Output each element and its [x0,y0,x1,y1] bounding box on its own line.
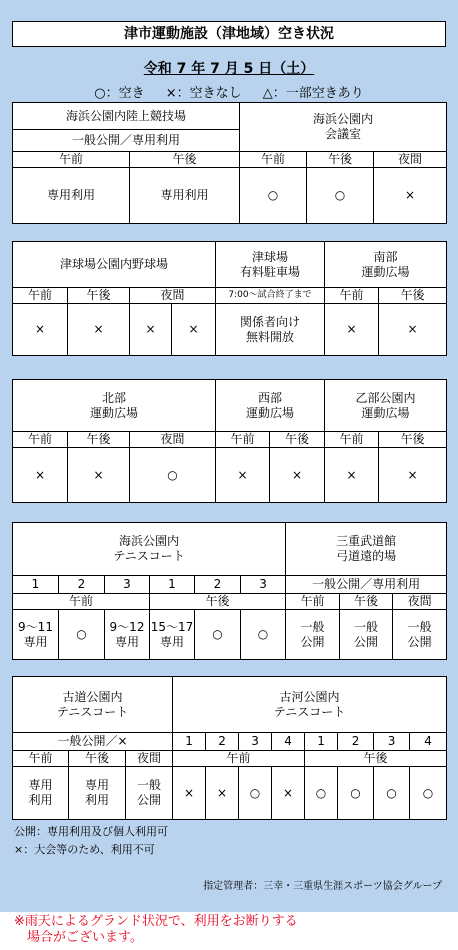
facility-name: 南部 運動広場 [325,242,447,288]
table-tennis-kodo-koga [12,676,447,820]
status-cell: × [325,304,379,356]
status-cell: 一般 公開 [286,610,340,660]
status-cell: 関係者向け 無料開放 [216,304,325,356]
table-fields [12,379,447,503]
header-am: 午前 [13,751,69,767]
facility-name: 西部 運動広場 [216,380,325,432]
header-pm: 午後 [379,432,447,448]
court-number: 2 [195,576,241,594]
header-pm: 午後 [130,152,240,168]
facility-name: 乙部公園内 運動広場 [325,380,447,432]
table-kaihin-stadium [12,102,447,224]
facility-name: 古道公園内 テニスコート [13,677,173,733]
status-cell: ○ [59,610,105,660]
status-cell: ○ [305,767,338,820]
court-number: 4 [272,733,305,751]
status-cell: 専用利用 [13,168,130,224]
status-cell: ○ [239,767,272,820]
status-cell: × [13,304,68,356]
header-pm: 午後 [150,594,286,610]
header-am: 午前 [13,288,68,304]
facility-name: 津球場公園内野球場 [13,242,216,288]
usage-note: 一般公開／専用利用 [286,576,447,594]
facility-name: 古河公園内 テニスコート [173,677,447,733]
header-am: 午前 [13,432,68,448]
court-number: 2 [206,733,239,751]
status-cell: 9～11 専用 [13,610,59,660]
legend: ○：空き ×：空きなし △：一部空きあり [94,86,364,101]
date-label: 令和 7 年 7 月 5 日（土） [143,61,315,77]
status-cell: 一般 公開 [393,610,447,660]
status-cell: 一般 公開 [340,610,393,660]
header-am: 午前 [13,152,130,168]
status-cell: × [325,448,379,503]
status-cell: 専用 利用 [13,767,69,820]
warning-line: ※雨天によるグランド状況で、利用をお断りする [14,914,298,929]
warning-line: 場合がございます。 [14,930,143,945]
usage-note: 一般公開／× [13,733,173,751]
status-cell: ○ [307,168,374,224]
usage-note: 一般公開／専用利用 [13,130,240,152]
court-number: 3 [239,733,272,751]
facility-name: 海浜公園内 会議室 [240,103,447,152]
status-cell: × [272,767,305,820]
facility-name: 津球場 有料駐車場 [216,242,325,288]
header-pm: 午後 [379,288,447,304]
header-pm: 午後 [305,751,447,767]
facility-name: 海浜公園内 テニスコート [13,523,286,576]
header-am: 午前 [325,432,379,448]
status-cell: ○ [338,767,374,820]
court-number: 4 [410,733,447,751]
header-night: 夜間 [374,152,447,168]
manager-credit: 指定管理者：三幸・三重県生涯スポーツ協会グループ [203,881,442,892]
court-number: 1 [173,733,206,751]
header-pm: 午後 [270,432,325,448]
facility-name: 海浜公園内陸上競技場 [13,103,240,130]
status-cell: ○ [241,610,286,660]
header-am: 午前 [216,432,270,448]
header-am: 午前 [173,751,305,767]
header-am: 午前 [325,288,379,304]
page-title: 津市運動施設（津地域）空き状況 [12,21,446,47]
court-number: 1 [305,733,338,751]
status-cell: 一般 公開 [126,767,173,820]
court-number: 1 [13,576,59,594]
court-number: 2 [338,733,374,751]
rain-warning [14,914,298,946]
table-tennis-kaihin [12,522,447,660]
status-cell: ○ [195,610,241,660]
notes [14,823,168,859]
status-cell: × [130,304,172,356]
note-line: ×：大会等のため、利用不可 [14,843,155,856]
facility-name: 三重武道館 弓道遠的場 [286,523,447,576]
court-number: 3 [374,733,410,751]
status-cell: × [379,448,447,503]
header-am: 午前 [13,594,150,610]
status-cell: × [173,767,206,820]
note-line: 公開：専用利用及び個人利用可 [14,825,168,838]
status-cell: 専用利用 [130,168,240,224]
court-number: 3 [105,576,150,594]
header-night: 夜間 [130,288,216,304]
status-cell: ○ [240,168,307,224]
header-night: 夜間 [130,432,216,448]
status-cell: × [216,448,270,503]
status-cell: × [172,304,216,356]
header-night: 夜間 [393,594,447,610]
status-cell: × [206,767,239,820]
header-night: 夜間 [126,751,173,767]
court-number: 1 [150,576,195,594]
header-pm: 午後 [69,751,126,767]
status-cell: ○ [130,448,216,503]
status-cell: 専用 利用 [69,767,126,820]
status-cell: × [379,304,447,356]
header-am: 午前 [240,152,307,168]
header-am: 午前 [286,594,340,610]
header-pm: 午後 [340,594,393,610]
header-pm: 午後 [307,152,374,168]
status-cell: ○ [410,767,447,820]
table-baseball [12,241,447,356]
status-cell: × [13,448,68,503]
header-pm: 午後 [68,432,130,448]
header-pm: 午後 [68,288,130,304]
facility-name: 北部 運動広場 [13,380,216,432]
status-cell: × [374,168,447,224]
court-number: 2 [59,576,105,594]
status-cell: × [270,448,325,503]
court-number: 3 [241,576,286,594]
header-time: 7:00～試合終了まで [216,288,325,304]
status-cell: 9～12 専用 [105,610,150,660]
status-cell: × [68,448,130,503]
status-cell: × [68,304,130,356]
status-cell: 15～17 専用 [150,610,195,660]
status-cell: ○ [374,767,410,820]
